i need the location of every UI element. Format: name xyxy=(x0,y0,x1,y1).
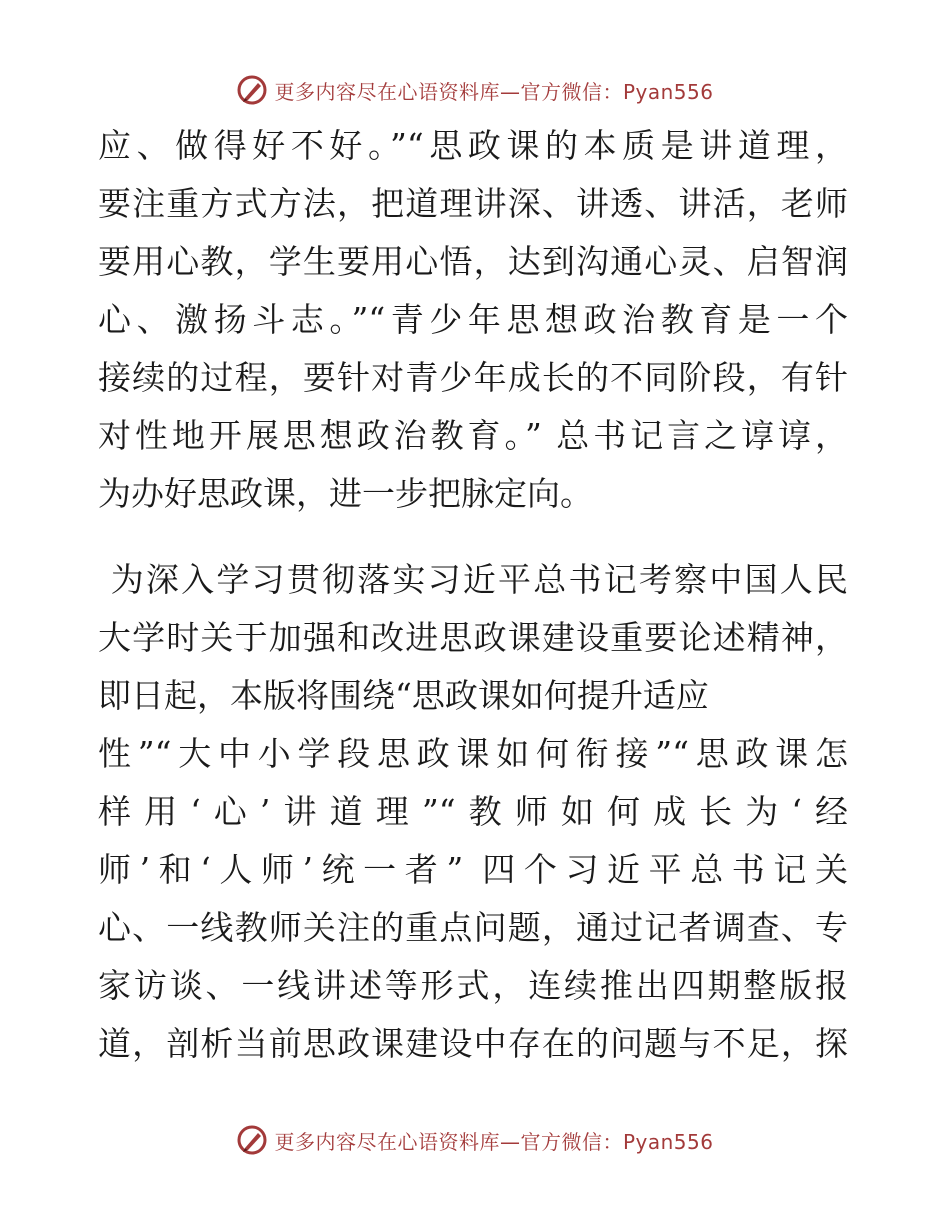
pen-circle-icon xyxy=(236,1124,268,1156)
footer-watermark-banner xyxy=(0,1120,950,1160)
text-line: 心、激扬斗志。”“青少年思想政治教育是一个 xyxy=(98,300,848,339)
paragraph-1 xyxy=(98,117,848,523)
text-line: 心、一线教师关注的重点问题，通过记者调查、专 xyxy=(98,908,848,947)
paragraph-2 xyxy=(98,551,848,1073)
text-line: 为办好思政课，进一步把脉定向。 xyxy=(98,474,593,513)
text-line: 为深入学习贯彻落实习近平总书记考察中国人民 xyxy=(98,560,848,599)
text-line: 应、做得好不好。”“思政课的本质是讲道理， xyxy=(98,126,848,165)
text-line: 对性地开展思想政治教育。” 总书记言之谆谆， xyxy=(98,416,848,455)
text-line: 大学时关于加强和改进思政课建设重要论述精神， xyxy=(98,618,848,657)
banner-text: 更多内容尽在心语资料库—官方微信：Pyan556 xyxy=(274,1129,714,1154)
text-line: 即日起，本版将围绕“思政课如何提升适应 xyxy=(98,676,709,715)
text-line: 要用心教，学生要用心悟，达到沟通心灵、启智润 xyxy=(98,242,848,281)
text-line: 性”“大中小学段思政课如何衔接”“思政课怎 xyxy=(98,734,848,773)
pen-circle-icon xyxy=(236,74,268,106)
text-line: 样用‘心’讲道理”“教师如何成长为‘经 xyxy=(98,792,848,831)
text-line: 道，剖析当前思政课建设中存在的问题与不足，探 xyxy=(98,1024,848,1063)
text-line: 要注重方式方法，把道理讲深、讲透、讲活，老师 xyxy=(98,184,848,223)
text-line: 师’和‘人师’统一者” 四个习近平总书记关 xyxy=(98,850,848,889)
text-line: 家访谈、一线讲述等形式，连续推出四期整版报 xyxy=(98,966,848,1005)
banner-text: 更多内容尽在心语资料库—官方微信：Pyan556 xyxy=(274,79,714,104)
header-watermark-banner xyxy=(0,70,950,110)
document-body xyxy=(98,117,848,1073)
text-line: 接续的过程，要针对青少年成长的不同阶段，有针 xyxy=(98,358,848,397)
paragraph-gap xyxy=(98,523,848,551)
